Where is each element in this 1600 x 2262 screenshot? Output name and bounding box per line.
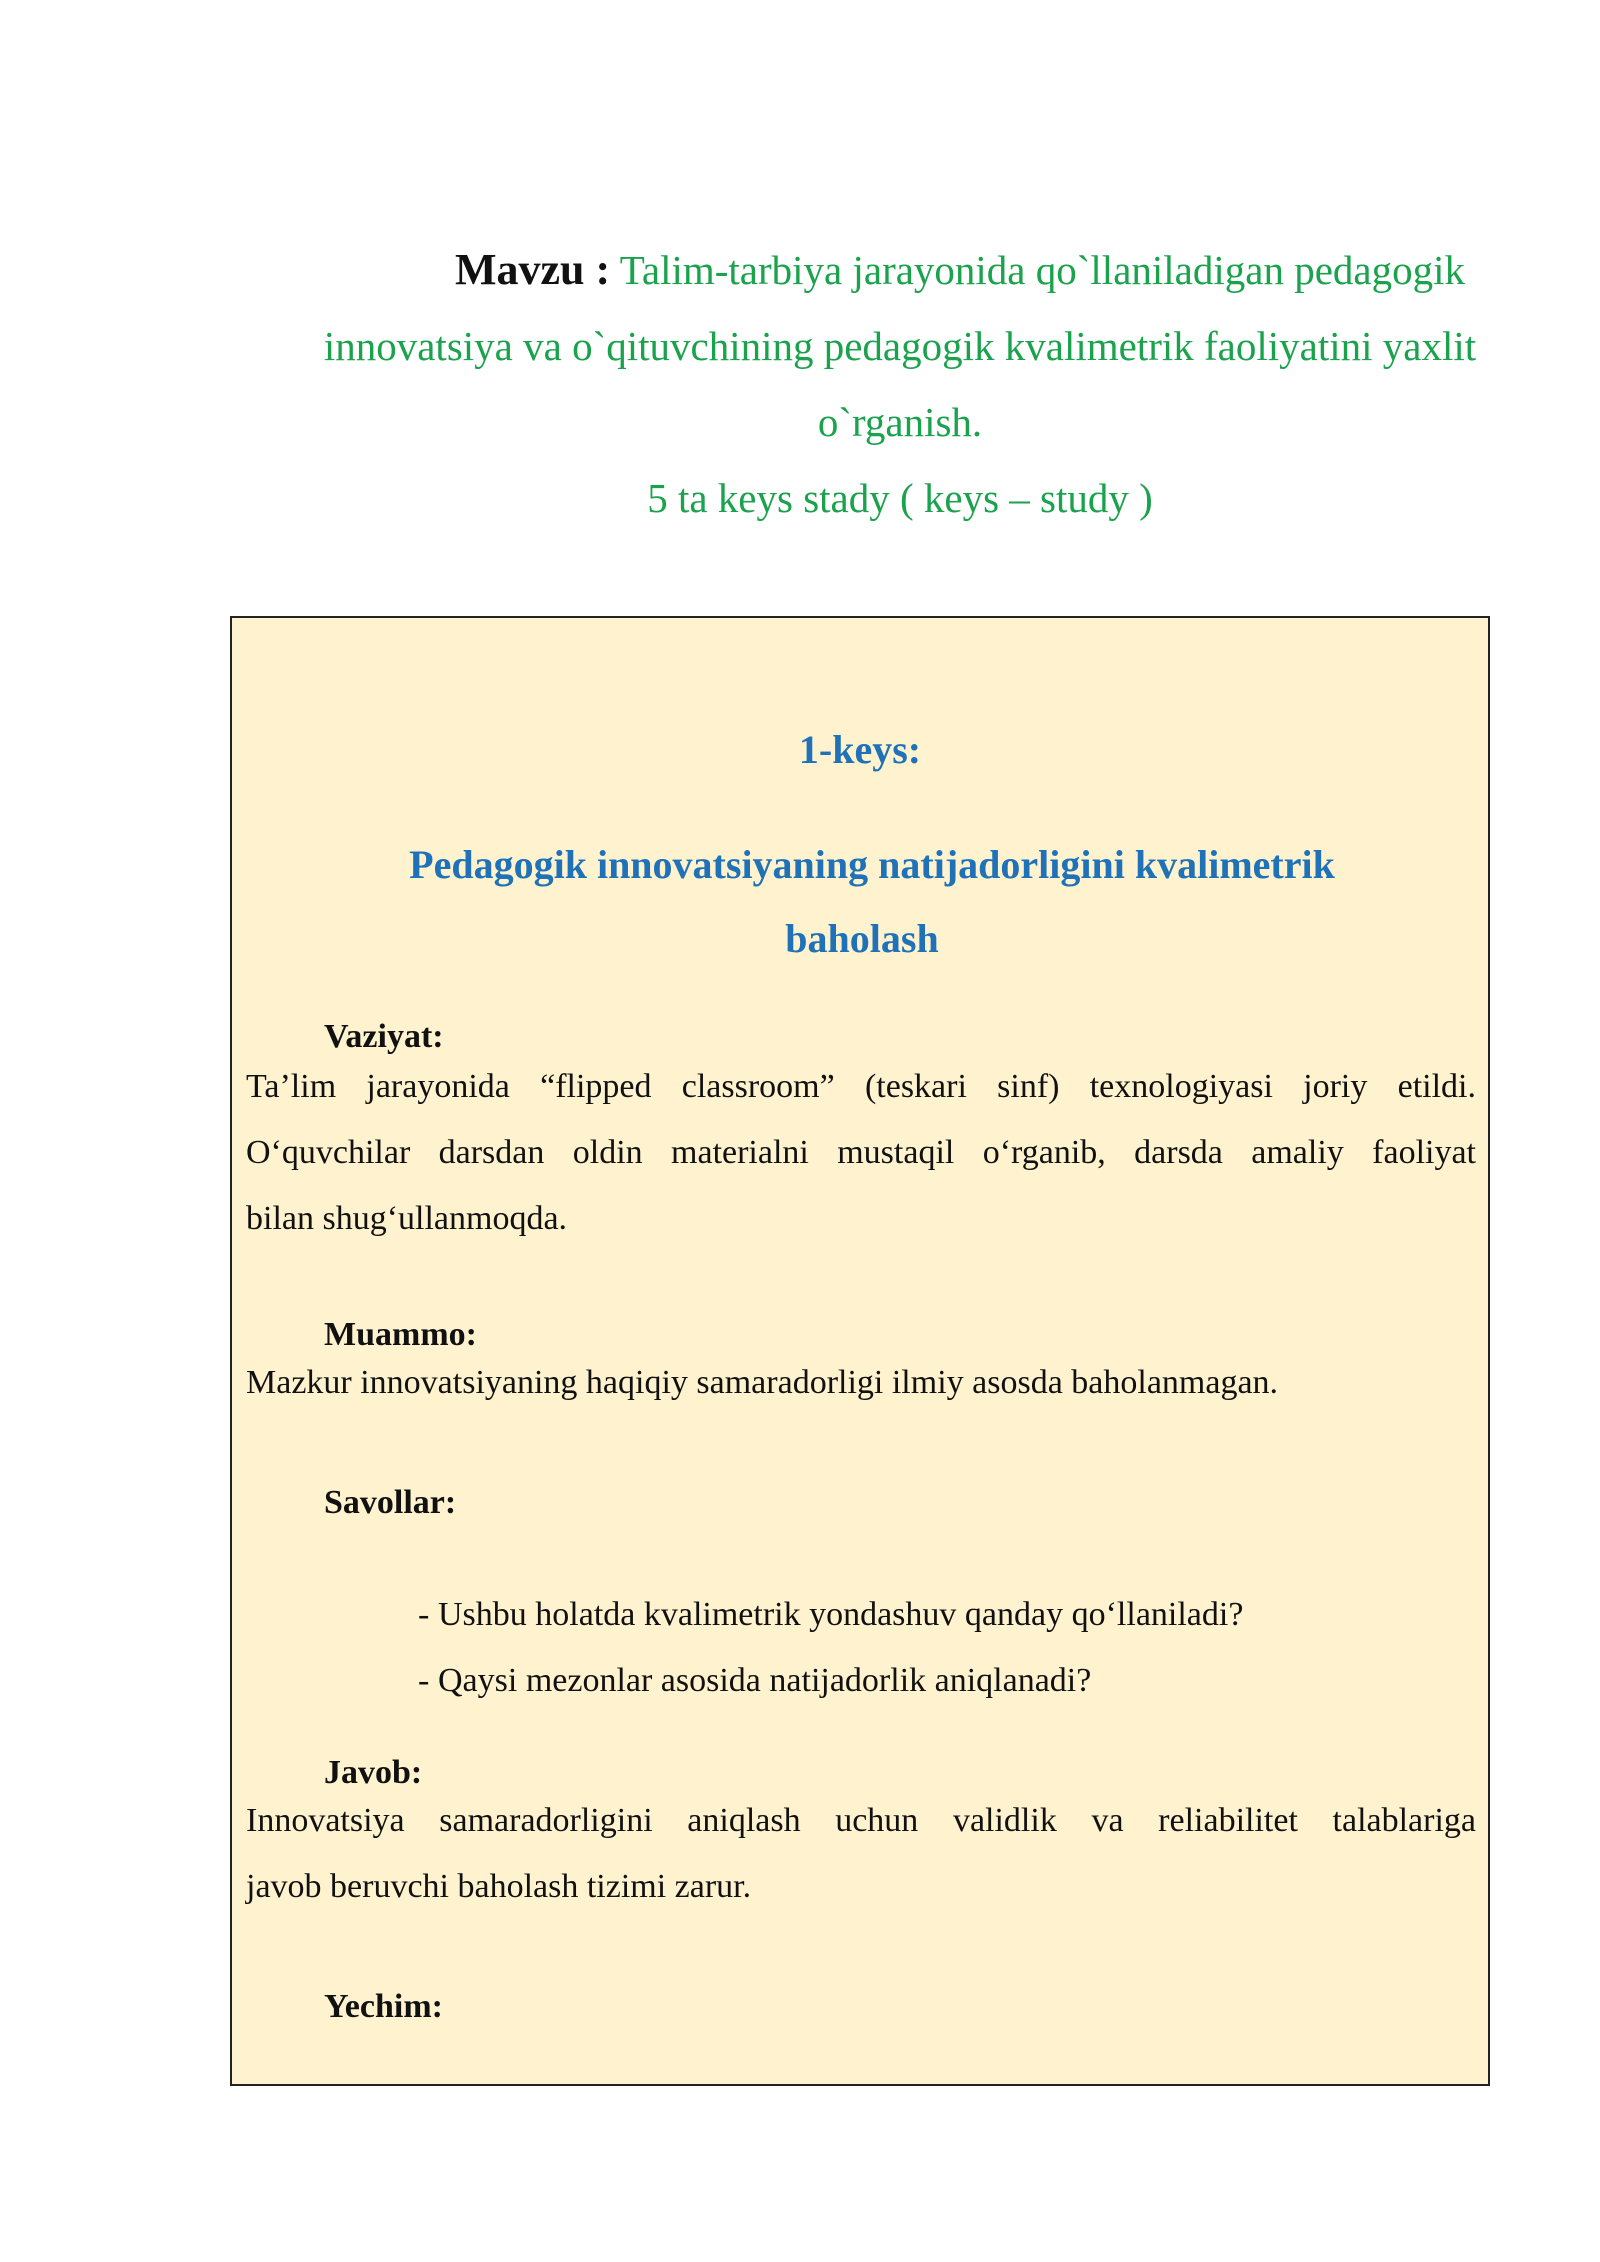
- answer-heading: Javob:: [324, 1754, 423, 1791]
- topic-line-2: innovatsiya va o`qituvchining pedagogik kvalimetrik faoliyatini yaxlit: [323, 323, 1477, 369]
- question-text: Ushbu holatda kvalimetrik yondashuv qanday qo‘llaniladi?: [438, 1596, 1244, 1633]
- answer-line: Innovatsiya samaradorligini aniqlash uchun validlik va reliabilitet talablariga: [246, 1802, 1476, 1839]
- mavzu-label: Mavzu :: [454, 245, 611, 294]
- list-item: [418, 1648, 1243, 1714]
- topic-line-3: o`rganish.: [817, 399, 983, 445]
- problem-line: Mazkur innovatsiyaning haqiqiy samaradorligi ilmiy asosda baholanmagan.: [246, 1364, 1279, 1401]
- bullet-dash: -: [418, 1596, 430, 1633]
- answer-line: javob beruvchi baholash tizimi zarur.: [246, 1868, 752, 1905]
- situation-line: Ta’lim jarayonida “flipped classroom” (teskari sinf) texnologiyasi joriy etildi.: [246, 1068, 1476, 1105]
- case-title-line-1: Pedagogik innovatsiyaning natijadorligini kvalimetrik: [409, 842, 1335, 887]
- header-subtitle: 5 ta keys stady ( keys – study ): [647, 475, 1153, 521]
- case-title-line-2: baholash: [785, 916, 939, 961]
- answer-paragraph: [246, 1788, 1476, 1920]
- case-title: [332, 828, 1392, 976]
- situation-heading: Vaziyat:: [324, 1018, 444, 1055]
- solution-heading: Yechim:: [324, 1988, 443, 2025]
- questions-list: [418, 1582, 1243, 1714]
- case-study-box: [230, 616, 1490, 2086]
- question-text: Qaysi mezonlar asosida natijadorlik aniqlanadi?: [438, 1662, 1092, 1699]
- case-number: 1-keys:: [798, 727, 922, 772]
- situation-paragraph: [246, 1054, 1476, 1252]
- topic-text-1: Talim-tarbiya jarayonida qo`llaniladigan pedagogik: [619, 247, 1465, 293]
- problem-heading: Muammo:: [324, 1316, 477, 1353]
- document-header: [230, 232, 1570, 536]
- situation-line: bilan shug‘ullanmoqda.: [246, 1200, 568, 1237]
- topic-line-1: [230, 232, 1570, 308]
- list-item: [418, 1582, 1243, 1648]
- questions-heading: Savollar:: [324, 1484, 457, 1521]
- bullet-dash: -: [418, 1662, 430, 1699]
- problem-paragraph: [246, 1350, 1476, 1416]
- situation-line: O‘quvchilar darsdan oldin materialni mustaqil o‘rganib, darsda amaliy faoliyat: [246, 1134, 1476, 1171]
